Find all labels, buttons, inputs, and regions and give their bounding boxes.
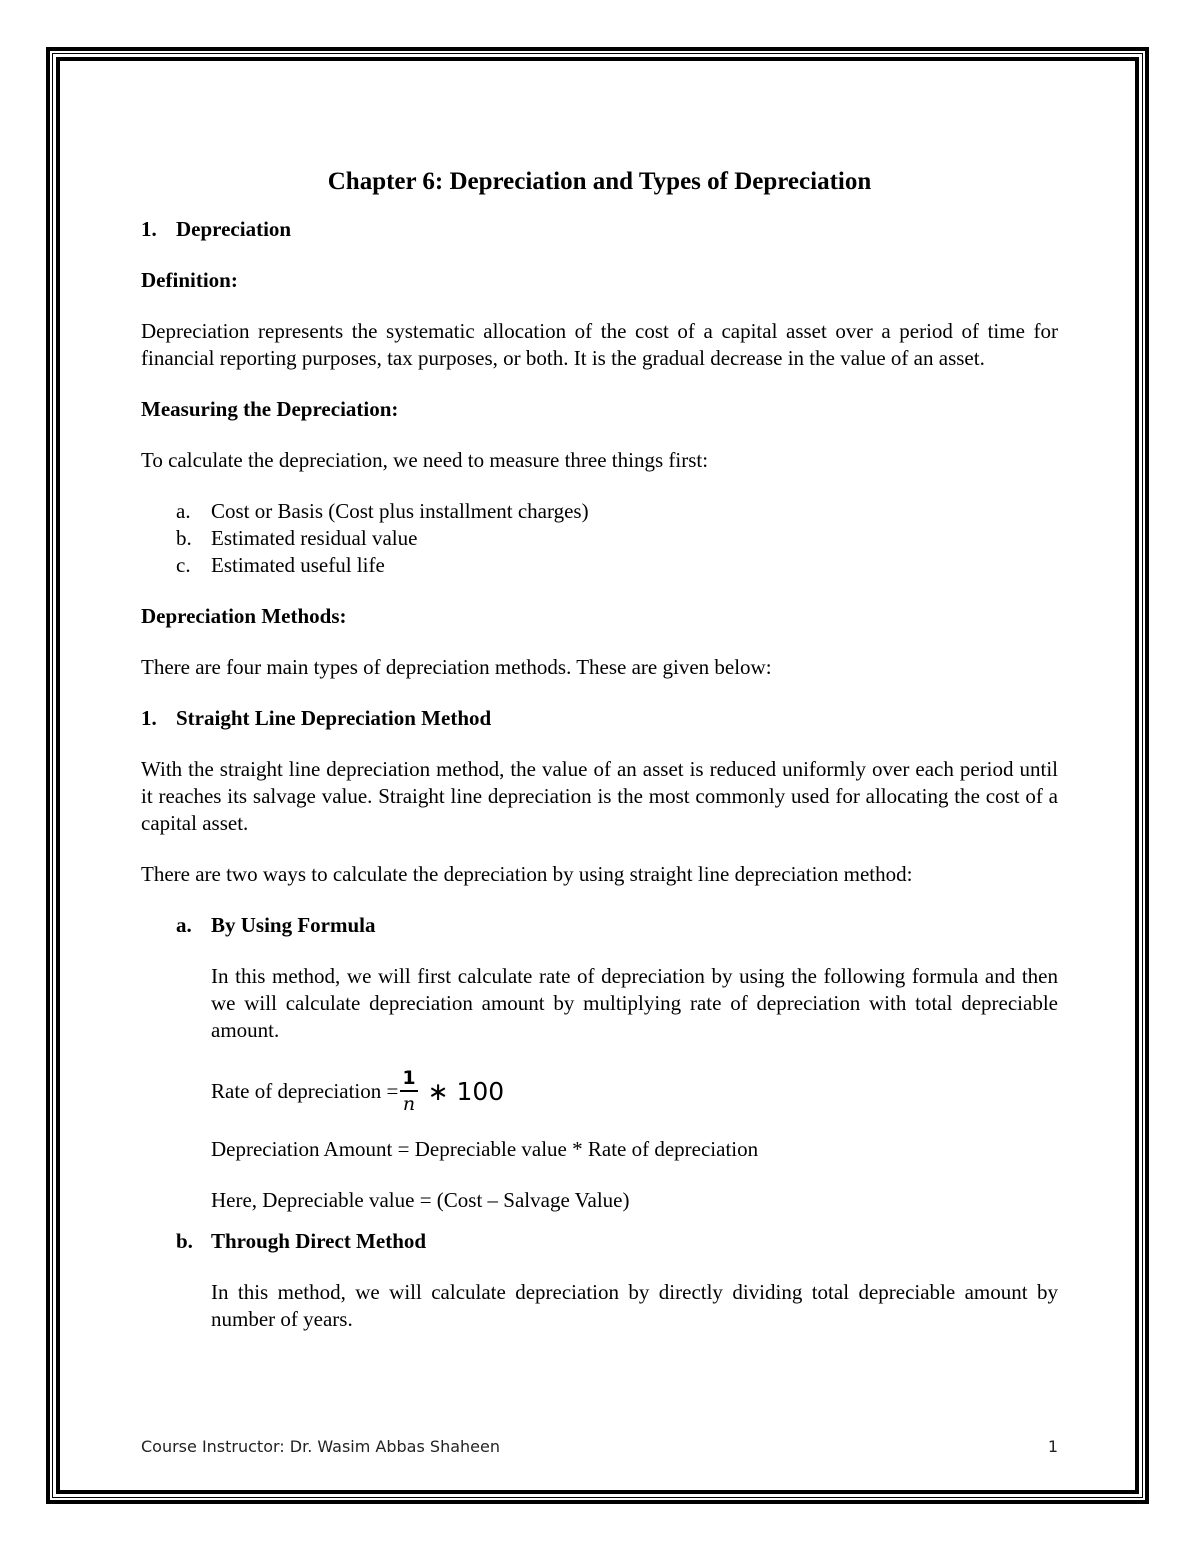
footer-instructor: Course Instructor: Dr. Wasim Abbas Shaheen (141, 1437, 500, 1456)
page-footer (141, 1437, 1058, 1456)
section-heading-text: Straight Line Depreciation Method (176, 706, 492, 730)
rate-formula (211, 1060, 1058, 1122)
list-item (141, 552, 1058, 579)
subsection-marker: b. (176, 1229, 193, 1253)
fraction-numerator: 1 (400, 1067, 417, 1092)
list-marker: c. (176, 553, 191, 577)
fraction-denominator: n (402, 1092, 416, 1115)
definition-paragraph: Depreciation represents the systematic allocation of the cost of a capital asset over a period of time for financial reporting purposes, tax purposes, or both. It is the gradual decrease in the value of an asset. (141, 319, 1058, 370)
direct-method-paragraph: In this method, we will calculate depreciation by directly dividing total depreciable amount by number of years. (211, 1280, 1058, 1331)
times-hundred: ∗ 100 (427, 1076, 505, 1106)
list-marker: a. (176, 499, 191, 523)
straight-line-paragraph: With the straight line depreciation method, the value of an asset is reduced uniformly over each period until it reaches its salvage value. Straight line depreciation is the most commonly used for allocating the cost of a capital asset. (141, 757, 1058, 835)
methods-intro: There are four main types of depreciation methods. These are given below: (141, 655, 772, 679)
amount-formula: Depreciation Amount = Depreciable value * Rate of depreciation (211, 1137, 759, 1161)
page-number: 1 (1047, 1437, 1058, 1456)
definition-heading: Definition: (141, 268, 238, 292)
list-item-text: Cost or Basis (Cost plus installment charges) (211, 499, 589, 523)
document-body (141, 166, 1058, 1333)
formula-method-paragraph: In this method, we will first calculate rate of depreciation by using the following formula and then we will calculate depreciation amount by multiplying rate of depreciation with total depreciable amount. (211, 964, 1058, 1042)
section-heading-straight-line (141, 705, 1058, 732)
section-heading-depreciation (141, 216, 1058, 243)
subsection-marker: a. (176, 913, 192, 937)
section-number: 1. (141, 217, 157, 241)
subsection-heading-formula (141, 912, 1058, 939)
list-item-text: Estimated residual value (211, 526, 418, 550)
section-number: 1. (141, 706, 157, 730)
subsection-heading-text: By Using Formula (211, 913, 376, 937)
subsection-heading-direct (141, 1228, 1058, 1255)
methods-heading: Depreciation Methods: (141, 604, 347, 628)
straight-line-ways: There are two ways to calculate the depreciation by using straight line depreciation method: (141, 862, 913, 886)
list-item (141, 498, 1058, 525)
measuring-heading: Measuring the Depreciation: (141, 397, 399, 421)
subsection-heading-text: Through Direct Method (211, 1229, 427, 1253)
fraction (400, 1067, 417, 1116)
list-item-text: Estimated useful life (211, 553, 385, 577)
measuring-intro: To calculate the depreciation, we need to measure three things first: (141, 448, 709, 472)
depreciable-formula: Here, Depreciable value = (Cost – Salvage Value) (211, 1188, 630, 1212)
section-heading-text: Depreciation (176, 217, 292, 241)
list-item (141, 525, 1058, 552)
list-marker: b. (176, 526, 192, 550)
measuring-list (141, 498, 1058, 579)
page-title: Chapter 6: Depreciation and Types of Depreciation (327, 168, 872, 195)
rate-label: Rate of depreciation = (211, 1078, 399, 1103)
